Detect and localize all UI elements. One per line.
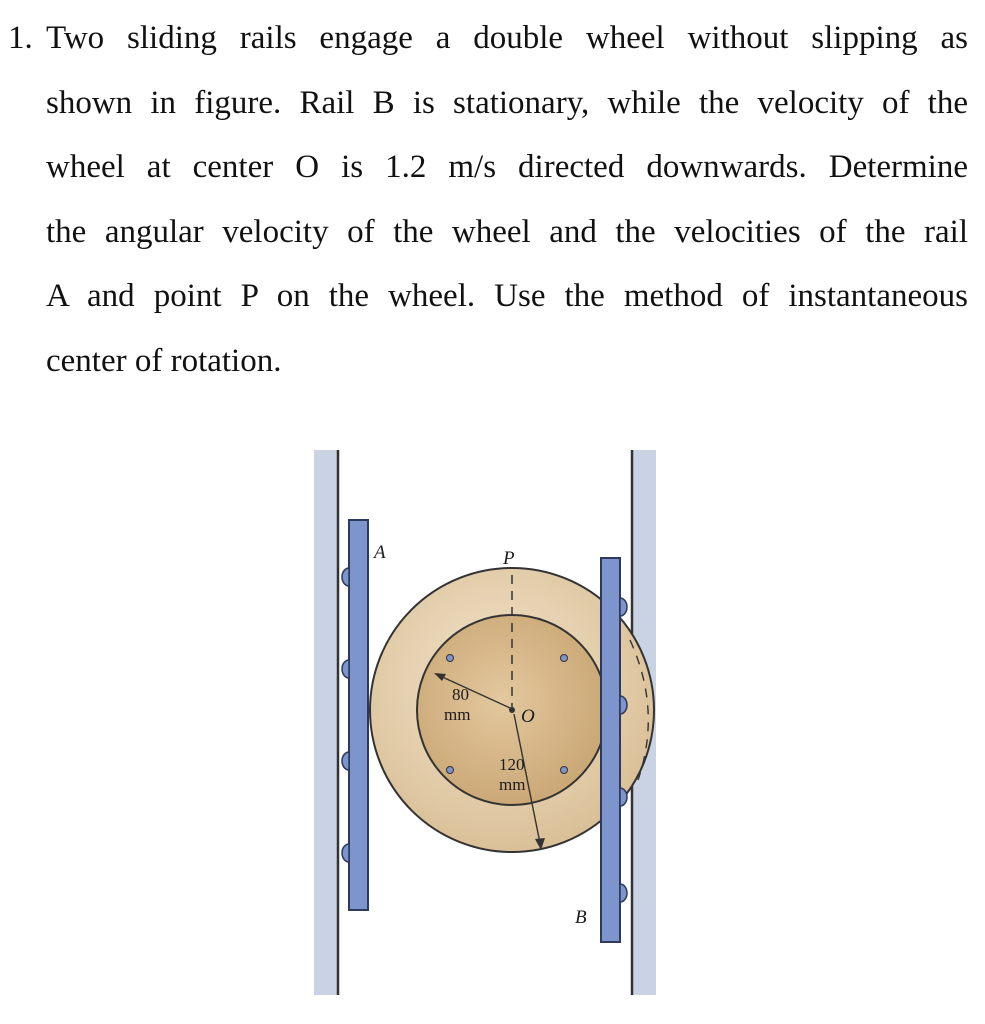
problem-line-4: the angular velocity of the wheel and the velocities of the rail — [46, 213, 968, 250]
rail-b-label: B — [575, 907, 587, 928]
wheel-rail-diagram — [300, 440, 680, 1020]
inner-radius-value: 80 — [452, 685, 469, 704]
rail-a-roller — [342, 568, 349, 586]
left-guide-wall — [314, 450, 338, 995]
wheel-rail-figure — [300, 440, 680, 1020]
problem-line-1: Two sliding rails engage a double wheel without slipping as — [46, 20, 968, 56]
problem-number: 1. — [8, 20, 33, 56]
rail-a-roller — [342, 844, 349, 862]
bolt-hole — [447, 767, 454, 774]
rail-b-roller — [620, 884, 627, 902]
rail-b-roller — [620, 598, 627, 616]
outer-radius-unit: mm — [499, 775, 526, 794]
bolt-hole — [561, 767, 568, 774]
problem-text — [46, 6, 968, 393]
inner-radius-unit: mm — [444, 705, 471, 724]
problem-line-6: center of rotation. — [46, 342, 282, 379]
bolt-hole — [447, 655, 454, 662]
bolt-hole — [561, 655, 568, 662]
rail-a — [349, 520, 368, 910]
rail-a-roller — [342, 752, 349, 770]
center-o-label: O — [521, 706, 535, 727]
problem-line-2: shown in figure. Rail B is stationary, while the velocity of the — [46, 84, 968, 121]
rail-a-label: A — [374, 542, 386, 563]
rail-a-roller — [342, 660, 349, 678]
rail-b — [601, 558, 620, 942]
problem-line-5: A and point P on the wheel. Use the method of instantaneous — [46, 278, 968, 314]
problem-line-3: wheel at center O is 1.2 m/s directed downwards. Determine — [46, 149, 968, 185]
outer-radius-value: 120 — [499, 755, 525, 774]
point-p-label: P — [503, 548, 515, 569]
